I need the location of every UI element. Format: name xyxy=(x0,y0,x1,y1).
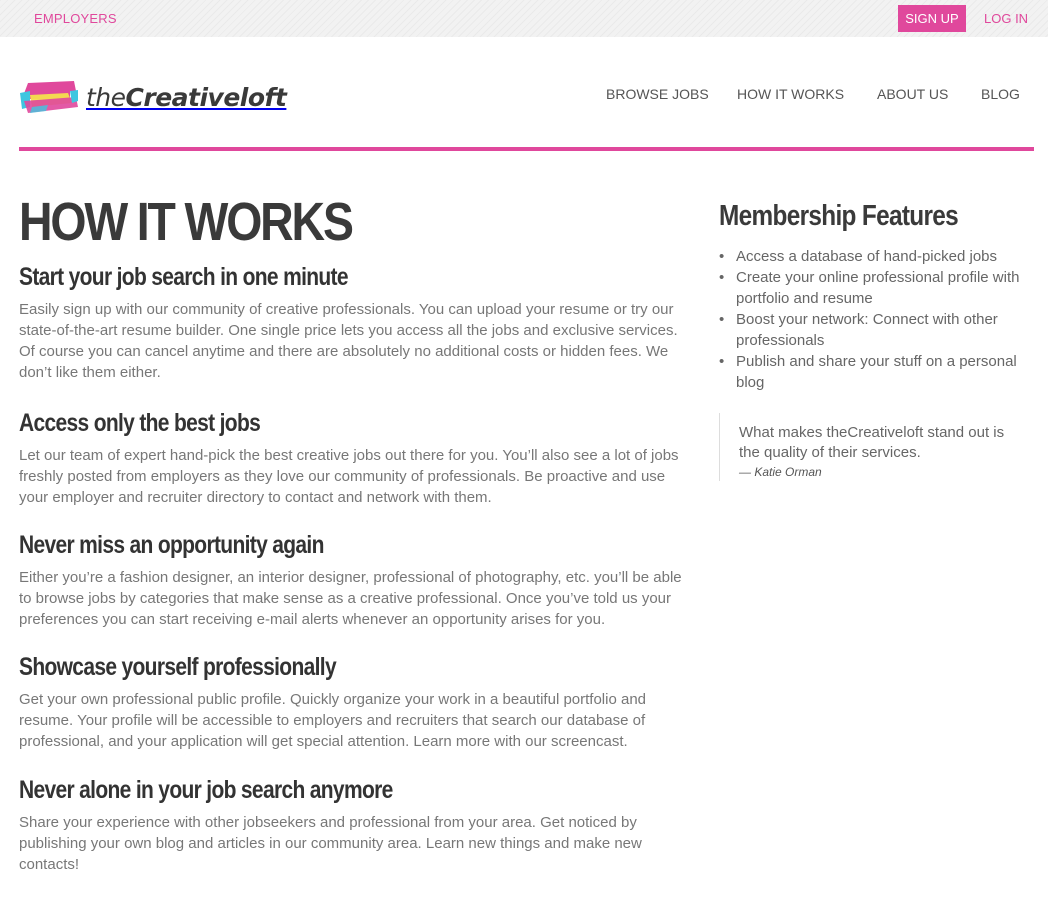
section-body: Either you’re a fashion designer, an interior designer, professional of photography, etc. you’ll be able to browse jobs by categories that make sense as a creative professional. Once you’ve told us your preferences you can start receiving e-mail alerts whenever an opportunity arises for you. xyxy=(19,569,682,628)
section-body: Easily sign up with our community of creative professionals. You can upload your resume or try our state-of-the-art resume builder. One single price lets you access all the jobs and exclusive services. Of course you can cancel anytime and there are absolutely no additional costs or hidden fees. We don’t like them either. xyxy=(19,301,678,381)
log-in-link[interactable]: LOG IN xyxy=(984,11,1029,26)
employers-link[interactable]: EMPLOYERS xyxy=(34,11,117,26)
list-item: • Boost your network: Connect with other professionals xyxy=(719,309,1039,351)
header-divider xyxy=(19,147,1034,151)
section-opportunity xyxy=(19,530,689,630)
quote-text: What makes theCreativeloft stand out is the quality of their services. xyxy=(739,424,1005,461)
section-best-jobs xyxy=(19,408,689,508)
main-navigation xyxy=(0,86,1048,106)
nav-item-about-us[interactable]: ABOUT US xyxy=(877,86,949,102)
section-body: Get your own professional public profile. Quickly organize your work in a beautiful portfolio and resume. Your profile will be accessible to employers and recruiters that search our database of professional, and your application will get special attention. Learn more with our screencast. xyxy=(19,691,646,750)
list-item: • Publish and share your stuff on a personal blog xyxy=(719,351,1039,393)
sign-up-button[interactable]: SIGN UP xyxy=(898,5,966,32)
section-heading: Start your job search in one minute xyxy=(19,263,348,291)
section-heading: Access only the best jobs xyxy=(19,409,261,437)
section-body: Share your experience with other jobseekers and professional from your area. Get noticed by publishing your own blog and articles in our community area. Learn new things and make new contacts! xyxy=(19,814,642,873)
section-community xyxy=(19,775,689,875)
section-body: Let our team of expert hand-pick the best creative jobs out there for you. You’ll also see a lot of jobs freshly posted from employers as they love our community of professionals. Be proactive and use your employer and recruiter directory to contact and network with them. xyxy=(19,447,679,506)
nav-item-how-it-works[interactable]: HOW IT WORKS xyxy=(737,86,845,102)
sidebar-title: Membership Features xyxy=(719,200,959,232)
section-showcase xyxy=(19,652,689,752)
section-heading: Showcase yourself professionally xyxy=(19,653,336,681)
section-heading: Never alone in your job search anymore xyxy=(19,776,393,804)
section-heading: Never miss an opportunity again xyxy=(19,531,324,559)
list-item: • Access a database of hand-picked jobs xyxy=(719,246,1039,267)
logo-prefix: the xyxy=(86,82,126,112)
quote-author: — Katie Orman xyxy=(739,465,822,479)
page-title: HOW IT WORKS xyxy=(19,192,352,252)
list-item: • Create your online professional profile with portfolio and resume xyxy=(719,267,1039,309)
nav-item-blog[interactable]: BLOG xyxy=(981,86,1020,102)
membership-sidebar xyxy=(719,196,1039,481)
top-utility-bar xyxy=(0,0,1048,37)
features-list xyxy=(719,246,1039,393)
main-content xyxy=(19,190,689,875)
logo-brand: Creativeloft xyxy=(125,82,287,112)
section-job-search xyxy=(19,262,689,383)
testimonial-quote xyxy=(719,413,1029,481)
nav-item-browse-jobs[interactable]: BROWSE JOBS xyxy=(606,86,709,102)
